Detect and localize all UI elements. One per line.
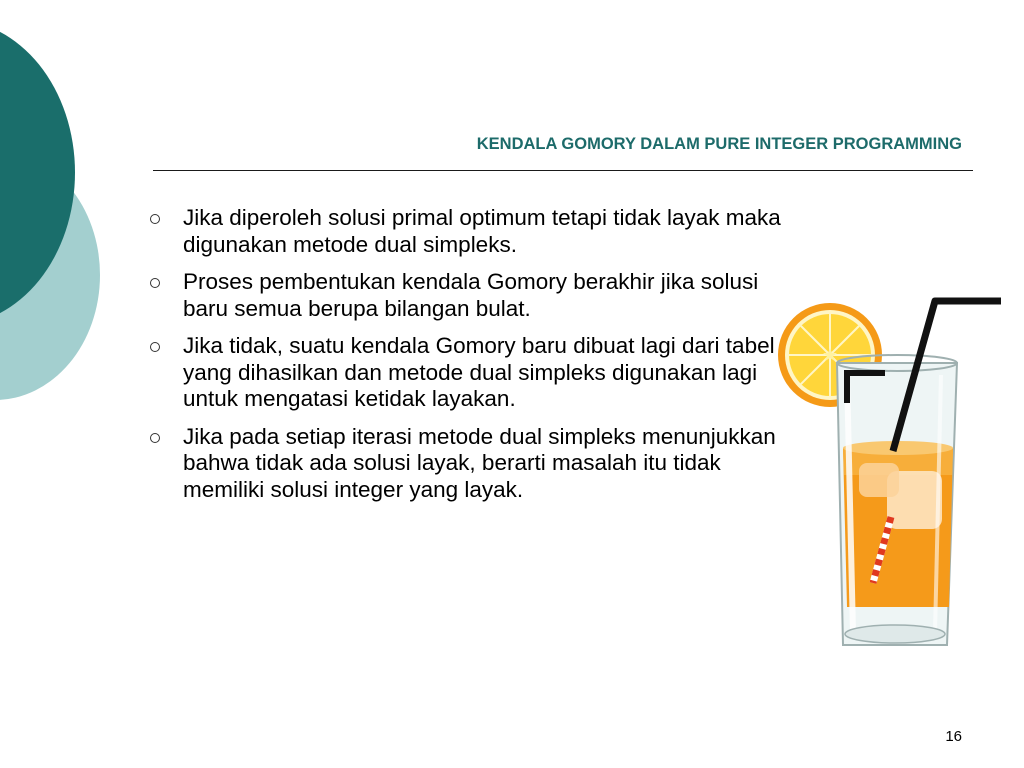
- bullet-circle-icon: [150, 342, 160, 352]
- bullet-text: Jika tidak, suatu kendala Gomory baru dibuat lagi dari tabel yang dihasilkan dan metode dual simpleks digunakan lagi untuk mengatasi ketidak layakan.: [183, 333, 775, 411]
- title-divider: [153, 170, 973, 171]
- glass-icon: [837, 355, 957, 645]
- bullet-list: [140, 205, 800, 514]
- bullet-text: Jika pada setiap iterasi metode dual simpleks menunjukkan bahwa tidak ada solusi layak, berarti masalah itu tidak memiliki solusi integer yang layak.: [183, 423, 776, 502]
- bullet-item: [140, 205, 800, 258]
- page-number: 16: [945, 728, 962, 745]
- iced-drink-icon: [775, 295, 1005, 650]
- bullet-text: Proses pembentukan kendala Gomory berakhir jika solusi baru semua berupa bilangan bulat.: [183, 269, 759, 321]
- bullet-item: [140, 269, 800, 322]
- bullet-item: [140, 333, 800, 413]
- bullet-text: Jika diperoleh solusi primal optimum tetapi tidak layak maka digunakan metode dual simpleks.: [183, 205, 781, 257]
- slide-title: KENDALA GOMORY DALAM PURE INTEGER PROGRAMMING: [476, 135, 962, 153]
- bullet-circle-icon: [150, 214, 160, 224]
- bullet-circle-icon: [150, 278, 160, 288]
- bullet-item: [140, 424, 800, 504]
- bullet-circle-icon: [150, 433, 160, 443]
